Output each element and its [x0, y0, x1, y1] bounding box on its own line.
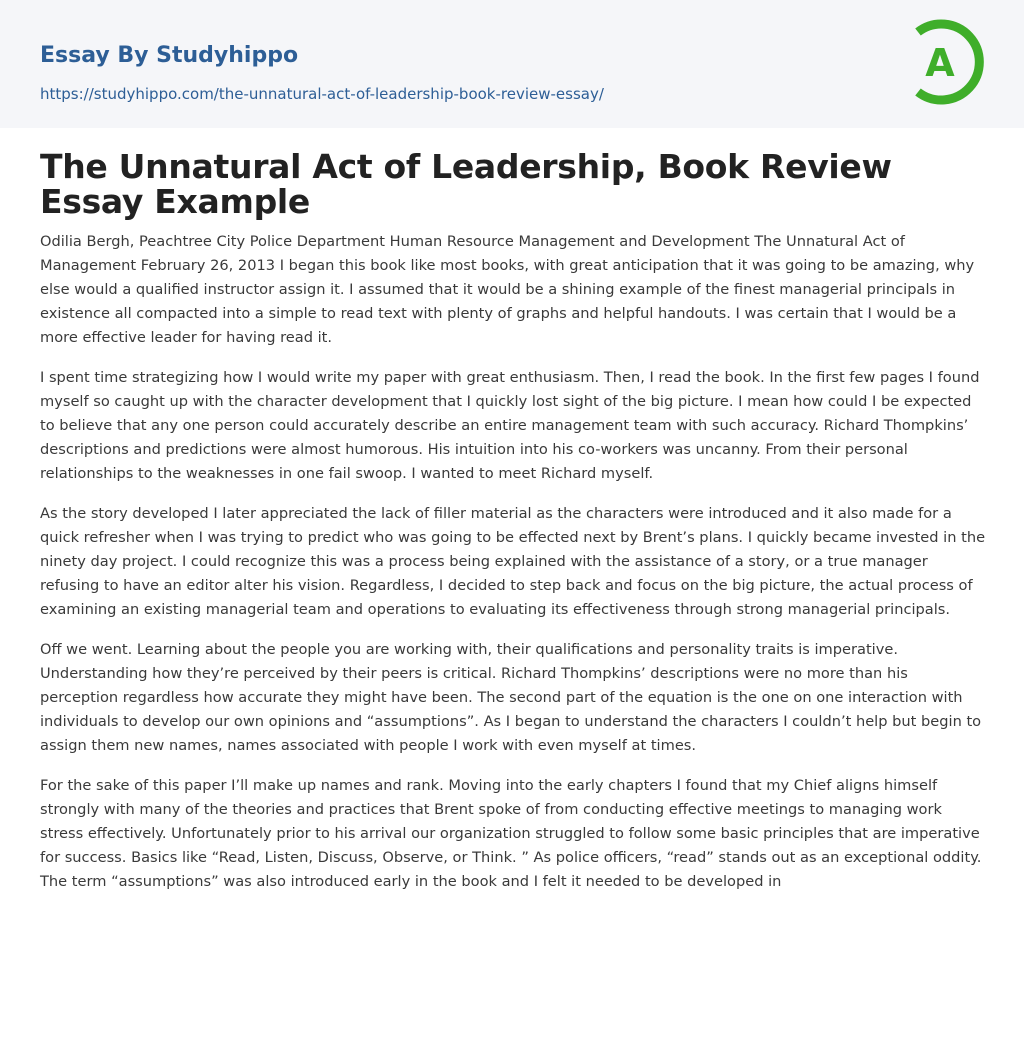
article-url-link[interactable]: https://studyhippo.com/the-unnatural-act-of-leadership-book-review-essay/ [40, 85, 604, 103]
article-paragraph: Odilia Bergh, Peachtree City Police Department Human Resource Management and Development The Unnatural Act of Management February 26, 2013 I began this book like most books, with great anticipation that it was going to be amazing, why else would a qualified instructor assign it. I assumed that it would be a shining example of the finest managerial principals in existence all compacted into a simple to read text with plenty of graphs and helpful handouts. I was certain that I would be a more effective leader for having read it. [40, 233, 975, 346]
studyhippo-logo-icon[interactable] [911, 18, 987, 106]
article-paragraph: Off we went. Learning about the people you are working with, their qualifications and personality traits is imperative. Understanding how they’re perceived by their peers is critical. Richard Thompkins’ descriptions were no more than his perception regardless how accurate they might have been. The second part of the equation is the one on one interaction with individuals to develop our own opinions and “assumptions”. As I began to understand the characters I couldn’t help but begin to assign them new names, names associated with people I work with even myself at times. [40, 641, 982, 754]
article-content [40, 149, 986, 910]
article-paragraph: For the sake of this paper I’ll make up names and rank. Moving into the early chapters I found that my Chief aligns himself strongly with many of the theories and practices that Brent spoke of from conducting effective meetings to managing work stress effectively. Unfortunately prior to his arrival our organization struggled to follow some basic principles that are imperative for success. Basics like “Read, Listen, Discuss, Observe, or Think. ” As police officers, “read” stands out as an exceptional oddity. The term “assumptions” was also introduced early in the book and I felt it needed to be developed in [40, 777, 982, 890]
article-paragraph: I spent time strategizing how I would write my paper with great enthusiasm. Then, I read the book. In the first few pages I found myself so caught up with the character development that I quickly lost sight of the big picture. I mean how could I be expected to believe that any one person could accurately describe an entire management team with such accuracy. Richard Thompkins’ descriptions and predictions were almost humorous. His intuition into his co-workers was uncanny. From their personal relationships to the weaknesses in one fail swoop. I wanted to meet Richard myself. [40, 369, 980, 482]
article-paragraph: As the story developed I later appreciated the lack of filler material as the characters were introduced and it also made for a quick refresher when I was trying to predict who was going to be effected next by Brent’s plans. I quickly became invested in the ninety day project. I could recognize this was a process being explained with the assistance of a story, or a true manager refusing to have an editor alter his vision. Regardless, I decided to step back and focus on the big picture, the actual process of examining an existing managerial team and operations to evaluating its effectiveness through strong managerial principals. [40, 505, 986, 618]
site-header [0, 0, 1024, 128]
article-title: The Unnatural Act of Leadership, Book Review Essay Example [40, 147, 892, 221]
site-brand[interactable]: Essay By Studyhippo [40, 43, 299, 68]
logo-letter: A [925, 41, 955, 85]
